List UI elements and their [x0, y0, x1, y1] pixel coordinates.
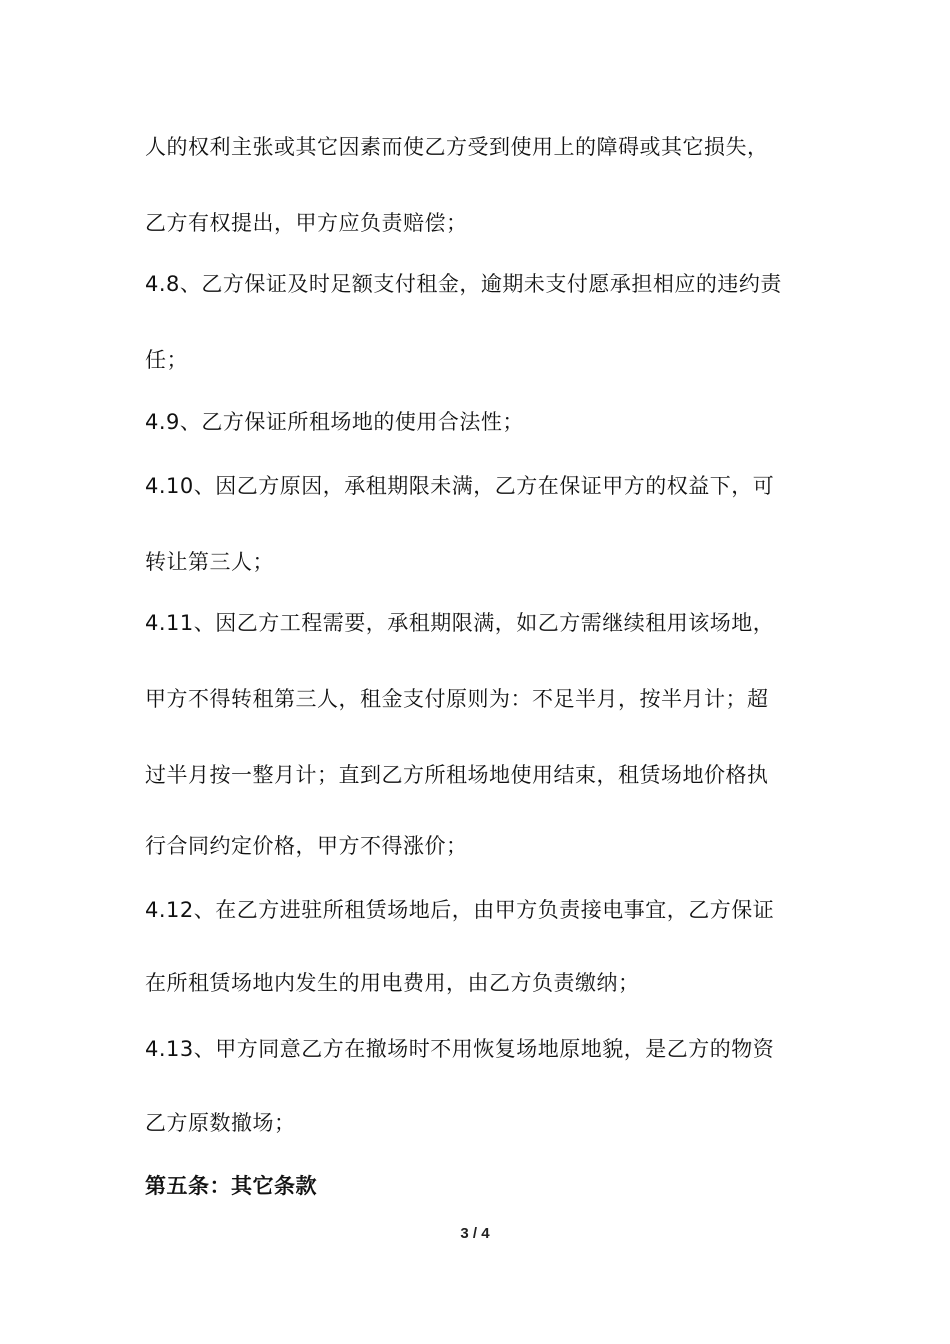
text-line: 在所租赁场地内发生的用电费用，由乙方负责缴纳；	[145, 971, 640, 995]
text-line: 人的权利主张或其它因素而使乙方受到使用上的障碍或其它损失，	[145, 135, 769, 159]
text-line: 4.9、乙方保证所租场地的使用合法性；	[145, 410, 524, 434]
text-line: 乙方原数撤场；	[145, 1111, 296, 1135]
text-line: 4.8、乙方保证及时足额支付租金，逾期未支付愿承担相应的违约责	[145, 272, 782, 296]
page-number: 3 / 4	[460, 1225, 490, 1242]
text-line: 转让第三人；	[145, 550, 274, 574]
text-line: 4.10、因乙方原因，承租期限未满，乙方在保证甲方的权益下，可	[145, 474, 775, 498]
text-line: 行合同约定价格，甲方不得涨价；	[145, 834, 468, 858]
section-heading: 第五条：其它条款	[145, 1174, 317, 1198]
text-line: 任；	[145, 348, 188, 372]
text-line: 过半月按一整月计；直到乙方所租场地使用结束，租赁场地价格执	[145, 763, 769, 787]
text-line: 4.13、甲方同意乙方在撤场时不用恢复场地原地貌，是乙方的物资	[145, 1037, 775, 1061]
text-line: 甲方不得转租第三人，租金支付原则为：不足半月，按半月计；超	[145, 687, 769, 711]
text-line: 4.11、因乙方工程需要，承租期限满，如乙方需继续租用该场地，	[145, 611, 775, 635]
text-line: 乙方有权提出，甲方应负责赔偿；	[145, 211, 468, 235]
text-line: 4.12、在乙方进驻所租赁场地后，由甲方负责接电事宜，乙方保证	[145, 898, 775, 922]
